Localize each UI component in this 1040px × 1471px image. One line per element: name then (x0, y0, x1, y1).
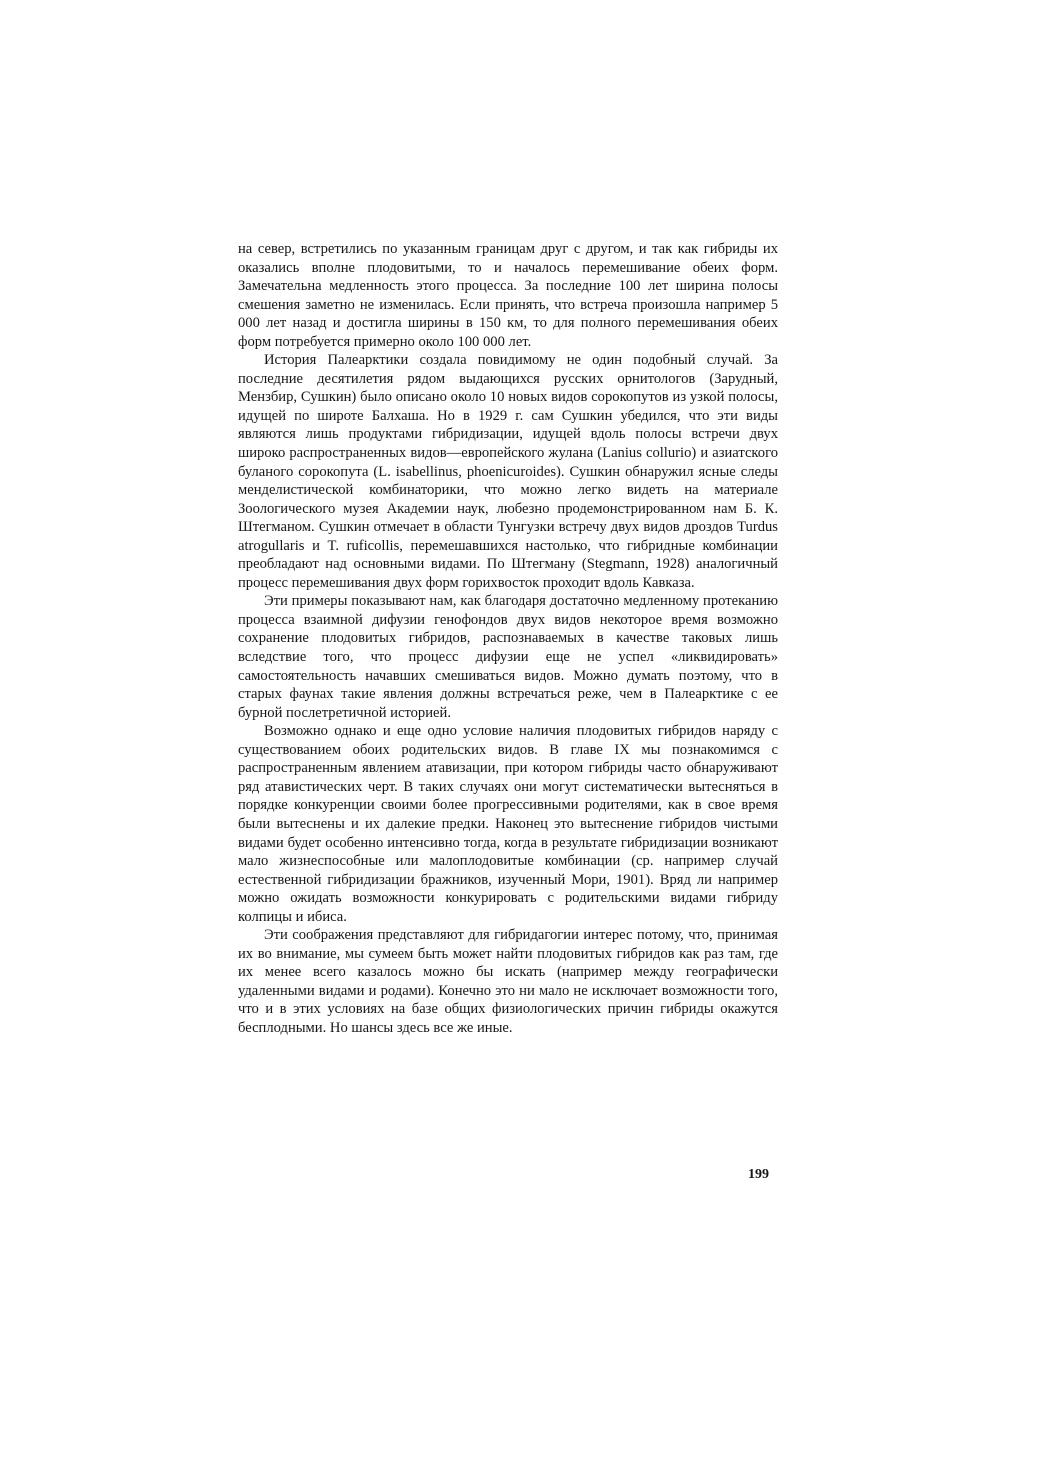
body-text (238, 240, 778, 1038)
paragraph-4: Возможно однако и еще одно условие наличия плодовитых гибридов наряду с существованием обоих родительских видов. В главе IX мы познакомимся с распространенным явлением атавизации, при котором гибриды часто обнаруживают ряд атавистических черт. В таких случаях они могут систематически вытесняться в порядке конкуренции своими более прогрессивными родителями, как в свое время были вытеснены и их далекие предки. Наконец это вытеснение гибридов чистыми видами будет особенно интенсивно тогда, когда в результате гибридизации возникают мало жизнеспособные или малоплодовитые комбинации (ср. например случай естественной гибридизации бражников, изученный Мори, 1901). Вряд ли например можно ожидать возможности конкурировать с родительскими видами гибриду колпицы и ибиса. (238, 723, 778, 925)
paragraph-5: Эти соображения представляют для гибридагогии интерес потому, что, принимая их во внимание, мы сумеем быть может найти плодовитых гибридов как раз там, где их менее всего казалось можно бы искать (например между географически удаленными видами и родами). Конечно это ни мало не исключает возможности того, что и в этих условиях на базе общих физиологических причин гибриды окажутся бесплодными. Но шансы здесь все же иные. (238, 927, 778, 1036)
paragraph-3: Эти примеры показывают нам, как благодаря достаточно медленному протеканию процесса взаимной дифузии генофондов двух видов некоторое время возможно сохранение плодовитых гибридов, распознаваемых в качестве таковых лишь вследствие того, что процесс дифузии еще не успел «ликвидировать» самостоятельность начавших смешиваться видов. Можно думать поэтому, что в старых фаунах такие явления должны встречаться реже, чем в Палеарктике с ее бурной послетретичной историей. (238, 593, 778, 721)
paragraph-1: на север, встретились по указанным границам друг с другом, и так как гибриды их оказались вполне плодовитыми, то и началось перемешивание обеих форм. Замечательна медленность этого процесса. За последние 100 лет ширина полосы смешения заметно не изменилась. Если принять, что встреча произошла например 5 000 лет назад и достигла ширины в 150 км, то для полного перемешивания обеих форм потребуется примерно около 100 000 лет. (238, 241, 778, 350)
page-number: 199 (748, 1167, 769, 1182)
paragraph-2: История Палеарктики создала повидимому не один подобный случай. За последние десятилетия рядом выдающихся русских орнитологов (Зарудный, Мензбир, Сушкин) было описано около 10 новых видов сорокопутов из узкой полосы, идущей по широте Балхаша. Но в 1929 г. сам Сушкин убедился, что эти виды являются лишь продуктами гибридизации, идущей вдоль полосы встречи двух широко распространенных видов—европейского жулана (Lanius collurio) и азиатского буланого сорокопута (L. isabellinus, phoenicuroides). Сушкин обнаружил ясные следы менделистической комбинаторики, что можно легко видеть на материале Зоологического музея Академии наук, любезно продемонстрированном нам Б. К. Штегманом. Сушкин отмечает в области Тунгузки встречу двух видов дроздов Turdus atrogullaris и T. ruficollis, перемешавшихся настолько, что гибридные комбинации преобладают над основными видами. По Штегману (Stegmann, 1928) аналогичный процесс перемешивания двух форм горихвосток проходит вдоль Кавказа. (238, 352, 778, 591)
